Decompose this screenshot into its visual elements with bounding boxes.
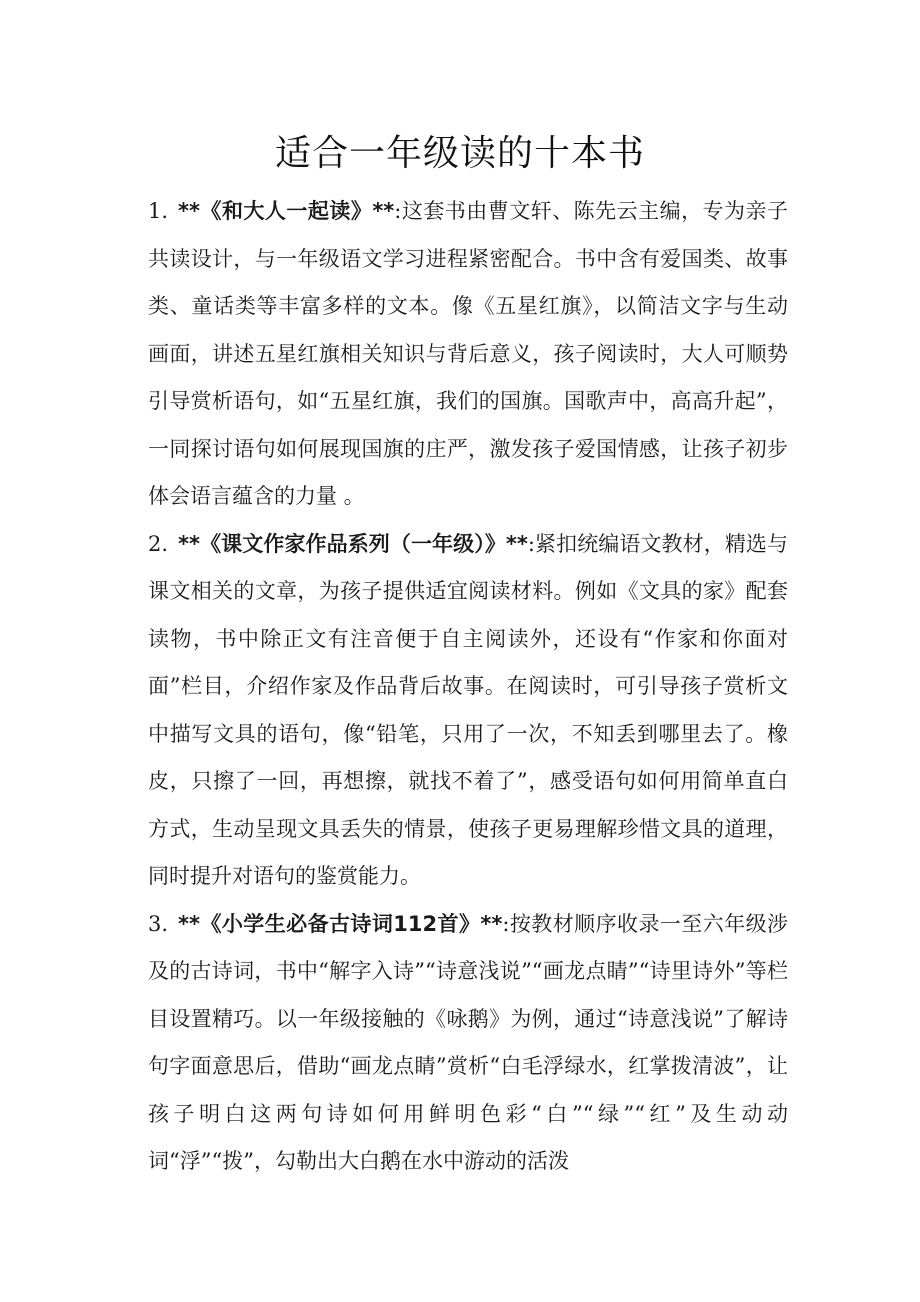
- entry-description: :紧扣统编语文教材，精选与课文相关的文章，为孩子提供适宜阅读材料。例如《文具的家》配套读物，书中除正文有注音便于自主阅读外，还设有“作家和你面对面”栏目，介绍作家及作品背后故事。在阅读时，可引导孩子赏析文中描写文具的语句，像“铅笔，只用了一次，不知丢到哪里去了。橡皮，只擦了一回，再想擦，就找不着了”，感受语句如何用简单直白方式，生动呈现文具丢失的情景，使孩子更易理解珍惜文具的道理，同时提升对语句的鉴赏能力。: [148, 531, 788, 888]
- entry-number: 2.: [148, 531, 169, 556]
- book-entry-3: [148, 901, 788, 1186]
- book-entry-1: [148, 188, 788, 521]
- entry-number: 1.: [148, 199, 169, 223]
- document-title: 适合一年级读的十本书: [274, 133, 645, 174]
- book-title: **《和大人一起读》**: [178, 199, 395, 223]
- book-title: **《小学生必备古诗词112首》**: [178, 911, 503, 936]
- entry-number: 3.: [148, 911, 169, 936]
- entry-description: :这套书由曹文轩、陈先云主编，专为亲子共读设计，与一年级语文学习进程紧密配合。书中含有爱国类、故事类、童话类等丰富多样的文本。像《五星红旗》，以简洁文字与生动画面，讲述五星红旗相关知识与背后意义，孩子阅读时，大人可顺势引导赏析语句，如“五星红旗，我们的国旗。国歌声中，高高升起”，一同探讨语句如何展现国旗的庄严，激发孩子爱国情感，让孩子初步体会语言蕴含的力量 。: [148, 199, 788, 508]
- book-entry-2: [148, 521, 788, 901]
- book-title: **《课文作家作品系列（一年级）》**: [178, 531, 528, 556]
- entry-description: :按教材顺序收录一至六年级涉及的古诗词，书中“解字入诗”“诗意浅说”“画龙点睛”“诗里诗外”等栏目设置精巧。以一年级接触的《咏鹅》为例，通过“诗意浅说”了解诗句字面意思后，借助“画龙点睛”赏析“白毛浮绿水，红掌拨清波”，让孩子明白这两句诗如何用鲜明色彩“白”“绿”“红”及生动动词“浮”“拨”，勾勒出大白鹅在水中游动的活泼: [148, 911, 789, 1173]
- document-body: [148, 188, 788, 1186]
